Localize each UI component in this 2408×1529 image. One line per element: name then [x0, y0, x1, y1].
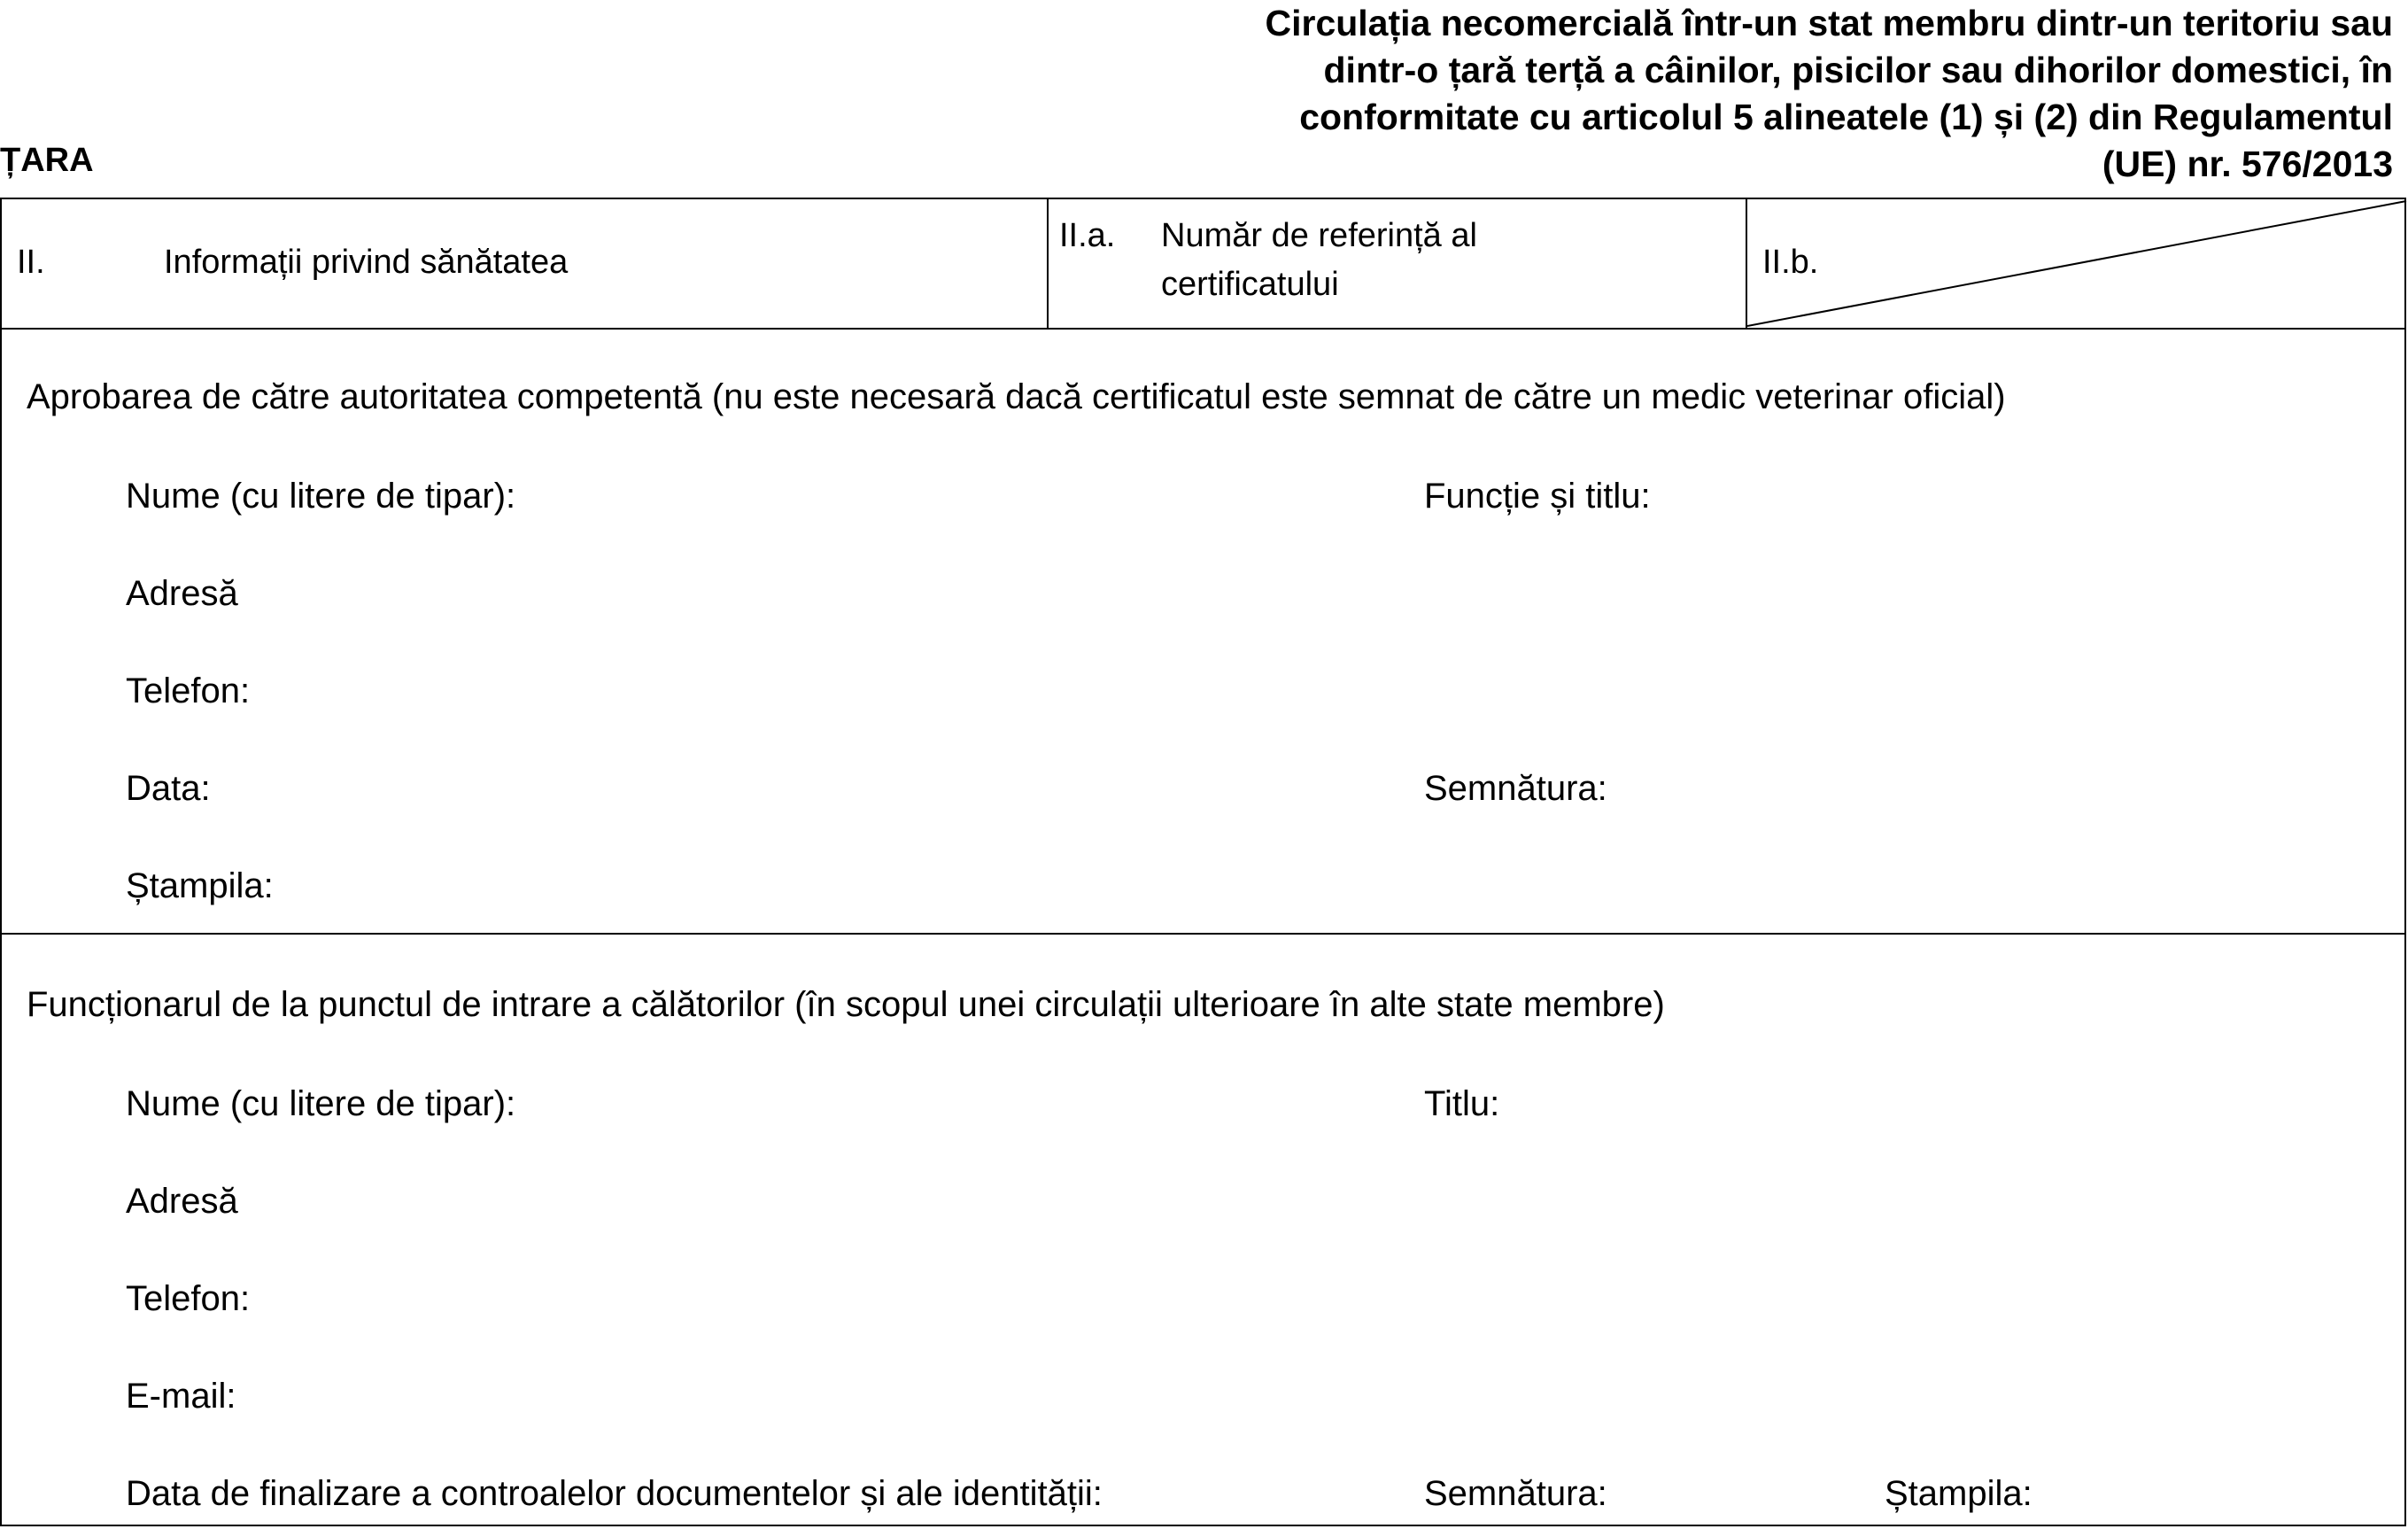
diagonal-strike-line: [1747, 199, 2408, 328]
approval-date-label: Data:: [126, 769, 211, 808]
entry-officer-section-title: Funcționarul de la punctul de intrare a călătorilor (în scopul unei circulații ulterioare în alte state membre): [27, 985, 1665, 1024]
approval-function-label: Funcție și titlu:: [1424, 477, 1651, 516]
approval-signature-label: Semnătura:: [1424, 769, 1607, 808]
approval-address-label: Adresă: [126, 574, 238, 613]
reference-label-line: certificatului: [1161, 266, 1339, 303]
iib-code: II.b.: [1762, 244, 1819, 281]
reference-code: II.a.: [1059, 217, 1116, 254]
section-number: II.: [17, 244, 45, 281]
officer-address-label: Adresă: [126, 1182, 238, 1221]
section-divider: [2, 933, 2404, 935]
document-title-line: conformitate cu articolul 5 alineatele (1) și (2) din Regulamentul: [1299, 97, 2393, 137]
approval-phone-label: Telefon:: [126, 671, 251, 710]
officer-email-label: E-mail:: [126, 1377, 236, 1416]
document-title-line: dintr-o țară terță a câinilor, pisicilor sau dihorilor domestici, în: [1323, 50, 2393, 90]
header-divider: [2, 328, 2404, 330]
officer-name-label: Nume (cu litere de tipar):: [126, 1084, 516, 1123]
reference-label-line: Număr de referință al: [1161, 217, 1477, 254]
approval-stamp-label: Ștampila:: [126, 866, 274, 905]
form-header-row: [2, 199, 2404, 328]
country-label: ȚARA: [0, 142, 94, 179]
officer-phone-label: Telefon:: [126, 1279, 251, 1318]
document-title-line: Circulația necomercială într-un stat membru dintr-un teritoriu sau: [1265, 3, 2393, 43]
document-title: [799, 0, 2393, 188]
approval-section-title: Aprobarea de către autoritatea competentă (nu este necesară dacă certificatul este semnat de către un medic veterinar oficial): [27, 377, 2006, 416]
officer-date-label: Data de finalizare a controalelor documentelor și ale identității:: [126, 1474, 1103, 1513]
section-heading-cell: [2, 199, 1049, 328]
health-info-form: [0, 198, 2406, 1526]
officer-title-label: Titlu:: [1424, 1084, 1500, 1123]
approval-name-label: Nume (cu litere de tipar):: [126, 477, 516, 516]
certificate-reference-cell[interactable]: [1049, 199, 1747, 328]
iib-cell: [1747, 199, 2404, 328]
officer-signature-label: Semnătura:: [1424, 1474, 1607, 1513]
document-title-line: (UE) nr. 576/2013: [2102, 144, 2393, 184]
officer-stamp-label: Ștampila:: [1885, 1474, 2032, 1513]
section-title: Informații privind sănătatea: [164, 244, 569, 281]
